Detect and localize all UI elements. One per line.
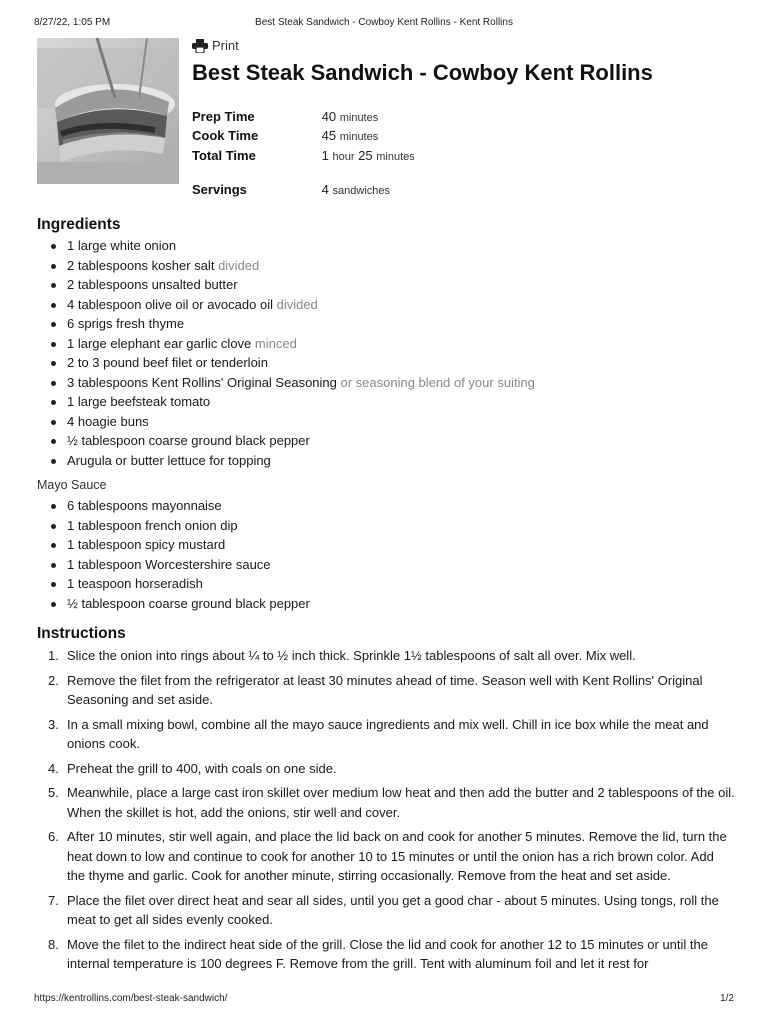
instruction-step — [37, 646, 735, 666]
meta-value: 40 — [321, 109, 337, 124]
printer-icon — [192, 39, 208, 53]
meta-unit: minutes — [339, 112, 379, 124]
ingredient-text: ½ tablespoon coarse ground black pepper — [67, 595, 310, 611]
steak-sandwich-photo — [37, 38, 179, 184]
step-number: 7. — [48, 892, 59, 908]
list-item — [37, 574, 310, 594]
step-number: 5. — [48, 785, 59, 800]
step-text: Meanwhile, place a large cast iron skillet over medium low heat and then add the butter and 2 tablespoons of the oil. When the skillet is hot, add the onions, stir well and cover. — [67, 785, 735, 820]
step-number: 2. — [48, 672, 59, 688]
instruction-step — [37, 671, 735, 710]
step-text: In a small mixing bowl, combine all the mayo sauce ingredients and mix well. Chill in ice box while the meat and onions cook. — [67, 716, 709, 751]
meta-unit-2: minutes — [376, 151, 415, 163]
list-item — [37, 334, 535, 354]
meta-unit: sandwiches — [332, 185, 390, 197]
step-text: Slice the onion into rings about ¼ to ½ inch thick. Sprinkle 1½ tablespoons of salt all over. Mix well. — [67, 648, 636, 663]
ingredient-text: Arugula or butter lettuce for topping — [67, 452, 271, 468]
step-text: After 10 minutes, stir well again, and place the lid back on and cook for another 5 minutes. Remove the lid, turn the heat down to low and continue to cook for another 10 to 15 minutes or until the onion has a rich brown color. Add the thyme and garlic. Cook for another minute, stirring occasionally. Remove from the heat and set aside. — [67, 829, 727, 883]
meta-value: 4 — [321, 182, 329, 197]
ingredient-text: 2 tablespoons unsalted butter — [67, 277, 238, 292]
list-item — [37, 392, 535, 412]
print-footer — [34, 993, 734, 1007]
instruction-step — [37, 715, 735, 754]
meta-value: 45 — [321, 128, 337, 143]
instruction-step — [37, 935, 735, 974]
list-item — [37, 295, 535, 315]
ingredients-heading: Ingredients — [37, 216, 121, 233]
ingredient-note: divided — [276, 296, 318, 312]
step-text: Place the filet over direct heat and sear all sides, until you get a good char - about 5 minutes. Using tongs, roll the meat to get all sides evenly cooked. — [67, 892, 719, 927]
meta-label: Cook Time — [192, 128, 259, 143]
page-url: https://kentrollins.com/best-steak-sandwich/ — [34, 993, 228, 1004]
meta-value-2: 25 — [358, 148, 373, 163]
step-number: 6. — [48, 829, 59, 844]
ingredient-text: 3 tablespoons Kent Rollins' Original Seasoning — [67, 374, 337, 390]
mayo-sauce-heading: Mayo Sauce — [37, 478, 107, 492]
ingredient-text: 6 tablespoons mayonnaise — [67, 498, 222, 513]
cook-time-row — [192, 128, 378, 146]
list-item — [37, 431, 535, 451]
meta-label: Servings — [192, 182, 247, 197]
step-number: 4. — [48, 760, 59, 776]
list-item — [37, 314, 535, 334]
ingredient-text: 1 tablespoon french onion dip — [67, 517, 238, 533]
list-item — [37, 496, 310, 516]
ingredient-text: 4 hoagie buns — [67, 413, 149, 429]
list-item — [37, 236, 535, 256]
list-item — [37, 555, 310, 575]
ingredient-text: 6 sprigs fresh thyme — [67, 316, 185, 331]
step-text: Remove the filet from the refrigerator at least 30 minutes ahead of time. Season well with Kent Rollins' Original Seasoning and set aside. — [67, 672, 703, 707]
list-item — [37, 412, 535, 432]
ingredient-text: 2 to 3 pound beef filet or tenderloin — [67, 355, 268, 370]
ingredient-note: divided — [218, 257, 260, 273]
prep-time-row — [192, 109, 378, 127]
step-number: 8. — [48, 936, 59, 952]
ingredient-text: ½ tablespoon coarse ground black pepper — [67, 433, 310, 448]
step-text: Move the filet to the indirect heat side of the grill. Close the lid and cook for another 12 to 15 minutes or until the internal temperature is 100 degrees F. Remove from the grill. Tent with aluminum foil and let it rest for — [67, 936, 708, 971]
step-text: Preheat the grill to 400, with coals on one side. — [67, 760, 337, 776]
print-button[interactable] — [192, 38, 239, 53]
print-label: Print — [212, 38, 239, 53]
instruction-step — [37, 783, 735, 822]
meta-label: Prep Time — [192, 109, 255, 124]
page-number: 1/2 — [720, 993, 734, 1004]
list-item — [37, 594, 310, 614]
list-item — [37, 256, 535, 276]
servings-row — [192, 182, 390, 200]
ingredient-note: or seasoning blend of your suiting — [340, 374, 535, 390]
total-time-row — [192, 148, 415, 166]
ingredient-text: 1 large white onion — [67, 238, 177, 253]
ingredient-text: 1 tablespoon Worcestershire sauce — [67, 556, 271, 572]
ingredient-text: 1 teaspoon horseradish — [67, 576, 203, 591]
ingredients-list — [37, 236, 535, 470]
ingredient-text: 1 large elephant ear garlic clove — [67, 335, 252, 351]
list-item — [37, 451, 535, 471]
mayo-ingredients-list — [37, 496, 310, 613]
instructions-list — [37, 646, 735, 979]
recipe-title: Best Steak Sandwich - Cowboy Kent Rollins — [192, 60, 653, 85]
ingredient-note: minced — [254, 335, 297, 351]
list-item — [37, 516, 310, 536]
meta-value: 1 — [321, 148, 329, 163]
step-number: 3. — [48, 716, 59, 732]
meta-unit: hour — [332, 151, 355, 163]
recipe-photo — [37, 38, 179, 184]
print-header — [34, 17, 734, 31]
list-item — [37, 275, 535, 295]
print-page-title: Best Steak Sandwich - Cowboy Kent Rollins - Kent Rollins — [255, 17, 513, 28]
instruction-step — [37, 827, 735, 886]
meta-label: Total Time — [192, 148, 256, 163]
instructions-heading: Instructions — [37, 625, 126, 642]
step-number: 1. — [48, 648, 59, 663]
ingredient-text: 1 large beefsteak tomato — [67, 394, 211, 409]
ingredient-text: 2 tablespoons kosher salt — [67, 257, 215, 273]
ingredient-text: 1 tablespoon spicy mustard — [67, 537, 226, 552]
list-item — [37, 535, 310, 555]
ingredient-text: 4 tablespoon olive oil or avocado oil — [67, 296, 273, 312]
list-item — [37, 373, 535, 393]
print-datetime: 8/27/22, 1:05 PM — [34, 17, 111, 28]
instruction-step — [37, 891, 735, 930]
meta-unit: minutes — [339, 131, 379, 143]
list-item — [37, 353, 535, 373]
instruction-step — [37, 759, 735, 779]
